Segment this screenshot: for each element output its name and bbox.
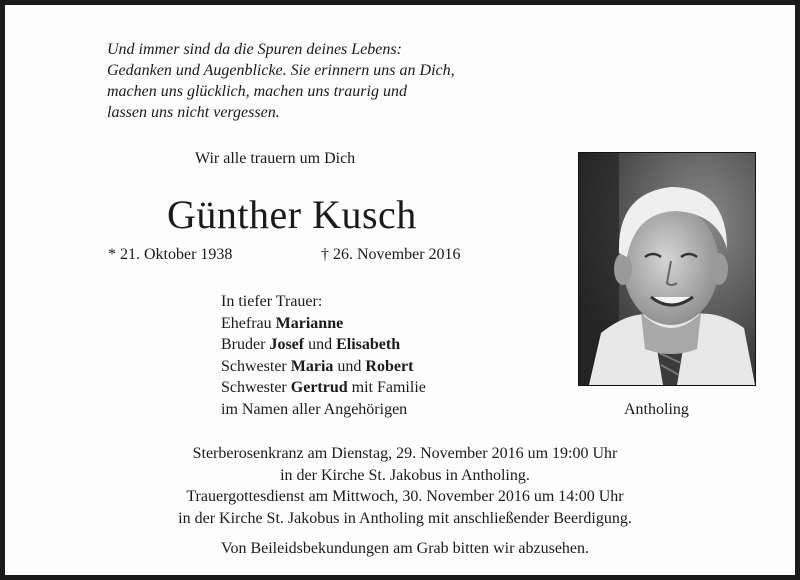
mourner-line: Schwester Maria und Robert [221,357,414,375]
intro-text: Wir alle trauern um Dich [195,150,356,167]
service-line: in der Kirche St. Jakobus in Antholing. [280,466,530,484]
mourners-heading: In tiefer Trauer: [221,293,323,310]
service-line: in der Kirche St. Jakobus in Antholing mit anschließender Beerdigung. [178,509,632,527]
portrait-illustration [579,153,755,385]
mourners-list [221,291,426,420]
birth-date: * 21. Oktober 1938 [108,246,233,263]
mourners-closing-line: im Namen aller Angehörigen [221,400,408,418]
portrait-photo [578,152,756,386]
death-date: † 26. November 2016 [321,246,461,263]
poem [107,39,455,123]
poem-line: lassen uns nicht vergessen. [107,104,280,121]
mourner-line: Schwester Gertrud mit Familie [221,379,426,396]
closing-note: Von Beileidsbekundungen am Grab bitten wir abzusehen. [220,540,590,557]
deceased-name: Günther Kusch [167,192,417,237]
service-line: Trauergottesdienst am Mittwoch, 30. November 2016 um 14:00 Uhr [186,488,624,505]
service-info [5,443,800,529]
poem-line: machen uns glücklich, machen uns traurig und [107,83,407,100]
location-text: Antholing [624,401,689,418]
mourner-line: Bruder Josef und Elisabeth [221,336,401,353]
poem-line: Und immer sind da die Spuren deines Lebens: [107,41,402,58]
mourner-line: Ehefrau Marianne [221,314,344,332]
poem-line: Gedanken und Augenblicke. Sie erinnern uns an Dich, [107,62,455,79]
service-line: Sterberosenkranz am Dienstag, 29. November 2016 um 19:00 Uhr [192,445,618,462]
